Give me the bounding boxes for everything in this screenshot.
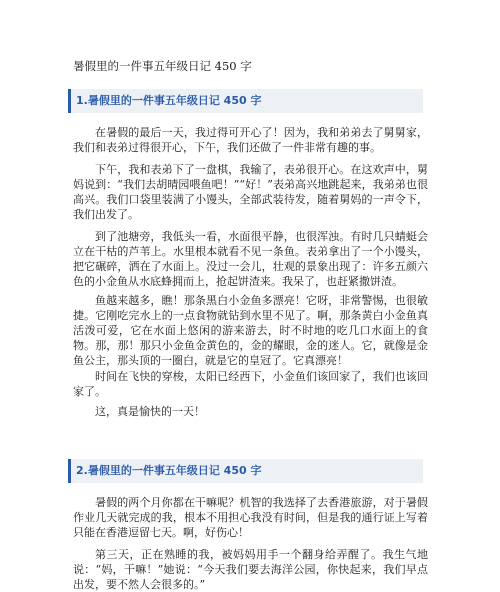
paragraph: 这，真是愉快的一天！ [95,405,205,418]
paragraph: 下午，我和表弟下了一盘棋，我输了，表弟很开心。在这欢声中，舅妈说到：“我们去胡晴园喂鱼吧！”“好！”表弟高兴地跳起来，我弟弟也很高兴。我们口袋里装满了小馒头，全部武装待发，随着舅妈的一声令下，我们出发了。 [73,163,428,221]
section-header-2: 2.暑假里的一件事五年级日记 450 字 [68,459,423,483]
paragraph: 时间在飞快的穿梭，太阳已经西下，小金鱼们该回家了，我们也该回家了。 [73,370,428,398]
paragraph: 暑假的两个月你都在干嘛呢？机智的我选择了去香港旅游，对于暑假作业几天就完成的我，根本不用担心我没有时间，但是我的通行证上写着只能在香港逗留七天。啊，好伤心！ [73,496,428,539]
paragraph: 鱼越来越多，瞧！那条黑白小金鱼多漂亮！它呀，非常警惕，也很敏捷。它刚吃完水上的一点食物就钻到水里不见了。啊，那条黄白小金鱼真活泼可爱，它在水面上悠闲的游来游去，时不时地的吃几口水面上的食物。那，那！那只小金鱼金黄色的，金的耀眼，金的迷人。它，就像是金鱼公主，那头顶的一圈白，就是它的皇冠了。它真漂亮！ [73,294,428,367]
paragraph: 到了池塘旁，我低头一看，水面很平静，也很浑浊。有时几只蜻蜓会立在干枯的芦苇上。水里根本就看不见一条鱼。表弟拿出了一个小馒头，把它碾碎，洒在了水面上。没过一会儿，壮观的景象出现了：许多五颜六色的小金鱼从水底蜂拥而上，抢起饼渣来。我呆了，也赶紧撒饼渣。 [73,230,428,288]
section-header-1: 1.暑假里的一件事五年级日记 450 字 [68,89,423,113]
paragraph: 在暑假的最后一天，我过得可开心了！因为，我和弟弟去了舅舅家，我们和表弟过得很开心，下午，我们还做了一件非常有趣的事。 [73,126,428,154]
paragraph: 第三天，正在熟睡的我，被妈妈用手一个翻身给弄醒了。我生气地说：“妈，干嘛！”她说：“今天我们要去海洋公园，你快起来，我们早点出发，要不然人会很多的。” [73,548,428,591]
document-title: 暑假里的一件事五年级日记 450 字 [73,59,252,73]
